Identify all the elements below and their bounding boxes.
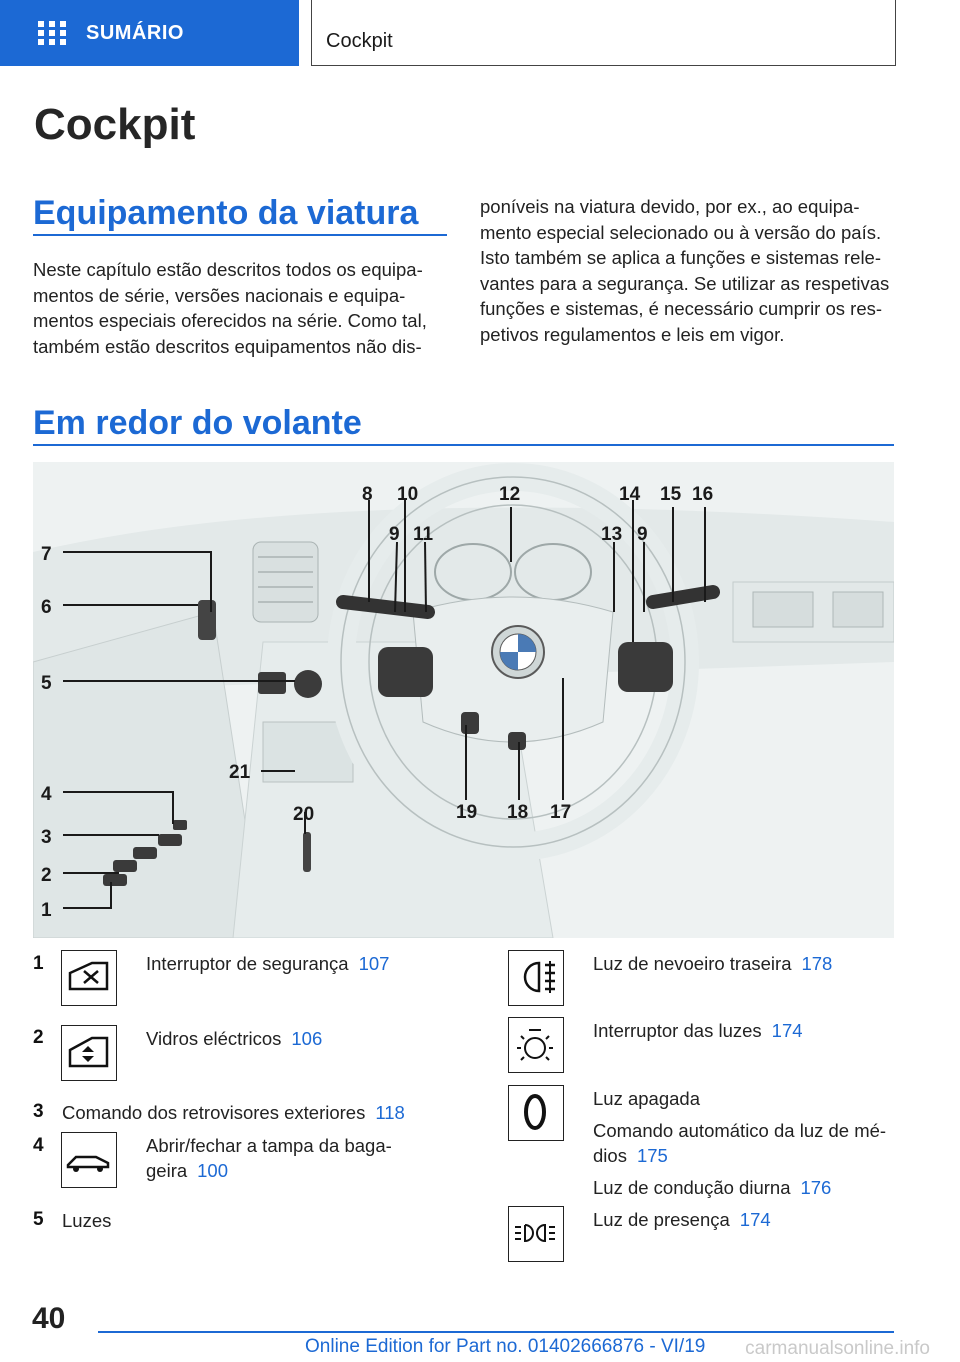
legend-text: Abrir/fechar a tampa da baga- xyxy=(146,1135,392,1156)
callout-16: 16 xyxy=(692,484,714,505)
text-line: também estão descritos equipamentos não dis- xyxy=(33,335,422,357)
lights-off-icon xyxy=(508,1085,564,1141)
page-reference-link[interactable]: 106 xyxy=(291,1028,323,1049)
page-reference-link[interactable]: 178 xyxy=(801,953,833,974)
legend-number: 4 xyxy=(33,1135,44,1156)
callout-4: 4 xyxy=(41,784,52,805)
text-line: Neste capítulo estão descritos todos os equipa- xyxy=(33,259,423,280)
callout-12: 12 xyxy=(499,484,521,505)
legend-text: Comando dos retrovisores exteriores xyxy=(62,1102,366,1123)
callout-13: 13 xyxy=(601,524,623,545)
page-reference-link[interactable]: 107 xyxy=(358,953,390,974)
page-reference-link[interactable]: 174 xyxy=(771,1020,803,1041)
breadcrumb[interactable]: Cockpit xyxy=(311,0,896,66)
legend-item-light-switch xyxy=(593,1018,803,1043)
section-rule xyxy=(33,444,894,446)
page-number: 40 xyxy=(32,1302,66,1335)
legend-text: dios xyxy=(593,1145,627,1166)
window-lock-icon xyxy=(61,950,117,1006)
legend-number: 5 xyxy=(33,1209,44,1230)
callout-15: 15 xyxy=(660,484,682,505)
cockpit-drawing xyxy=(33,462,894,938)
legend-text: Luz de presença xyxy=(593,1209,730,1230)
grid-menu-icon xyxy=(38,21,66,45)
page-reference-link[interactable]: 100 xyxy=(197,1160,229,1181)
footer-rule xyxy=(98,1331,894,1333)
text-line: mento especial selecionado ou à versão do país. xyxy=(480,221,882,243)
legend-number: 3 xyxy=(33,1101,44,1122)
page-reference-link[interactable]: 118 xyxy=(375,1102,405,1123)
callout-19: 19 xyxy=(456,802,478,823)
text-line: petivos regulamentos e leis em vigor. xyxy=(480,323,785,345)
text-line: poníveis na viatura devido, por ex., ao equipa- xyxy=(480,196,860,217)
callout-2: 2 xyxy=(41,865,52,886)
legend-text: Interruptor das luzes xyxy=(593,1020,762,1041)
watermark: carmanualsonline.info xyxy=(745,1338,930,1359)
legend-item-safety-switch xyxy=(146,951,389,976)
callout-11: 11 xyxy=(413,524,434,545)
legend-text: Luzes xyxy=(62,1210,112,1231)
legend-item-power-windows xyxy=(146,1026,322,1051)
callout-5: 5 xyxy=(41,673,52,694)
text-line: vantes para a segurança. Se utilizar as respetivas xyxy=(480,272,890,294)
callout-1: 1 xyxy=(41,900,52,921)
callout-7: 7 xyxy=(41,544,52,565)
text-line: mentos de série, versões nacionais e equipa- xyxy=(33,284,406,306)
callout-6: 6 xyxy=(41,597,52,618)
callout-14: 14 xyxy=(619,484,641,505)
callout-17: 17 xyxy=(550,802,572,823)
callout-20: 20 xyxy=(293,804,315,825)
callout-9-left: 9 xyxy=(389,524,400,545)
legend-text: Vidros eléctricos xyxy=(146,1028,282,1049)
callout-8: 8 xyxy=(362,484,373,505)
summary-button-label: SUMÁRIO xyxy=(86,21,184,44)
callout-9-right: 9 xyxy=(637,524,648,545)
tailgate-icon xyxy=(61,1132,117,1188)
light-switch-icon xyxy=(508,1017,564,1073)
page-reference-link[interactable]: 174 xyxy=(739,1209,771,1230)
legend-item-parking-light xyxy=(593,1207,771,1232)
section-heading-steering: Em redor do volante xyxy=(33,404,362,442)
legend-number: 2 xyxy=(33,1027,44,1048)
text-line: Isto também se aplica a funções e sistemas rele- xyxy=(480,247,882,268)
cockpit-illustration xyxy=(33,462,894,938)
callout-21: 21 xyxy=(229,762,251,783)
legend-text: Luz de nevoeiro traseira xyxy=(593,953,792,974)
parking-light-icon xyxy=(508,1206,564,1262)
legend-text: Interruptor de segurança xyxy=(146,953,349,974)
section-heading-equipment: Equipamento da viatura xyxy=(33,194,419,232)
legend-text: Luz de condução diurna xyxy=(593,1177,791,1198)
legend-item-rear-fog xyxy=(593,951,832,976)
legend-number: 1 xyxy=(33,953,44,974)
legend-item-lights xyxy=(62,1208,111,1233)
legend-item-tailgate xyxy=(146,1133,406,1183)
top-navigation xyxy=(0,0,960,66)
footer-edition: Online Edition for Part no. 01402666876 - VI/19 xyxy=(305,1336,706,1357)
section-rule xyxy=(33,234,447,236)
intro-column-2 xyxy=(480,194,900,347)
callout-18: 18 xyxy=(507,802,529,823)
page-title: Cockpit xyxy=(34,100,196,149)
legend-text: Comando automático da luz de mé- xyxy=(593,1120,887,1141)
callout-10: 10 xyxy=(397,484,419,505)
legend-text: Luz apagada xyxy=(593,1088,700,1109)
intro-column-1 xyxy=(33,257,453,359)
text-line: funções e sistemas, é necessário cumprir os res- xyxy=(480,298,883,319)
legend-item-lights-off xyxy=(593,1086,903,1200)
legend-item-mirrors xyxy=(62,1100,405,1125)
legend-text: geira xyxy=(146,1160,188,1181)
power-window-icon xyxy=(61,1025,117,1081)
callout-3: 3 xyxy=(41,827,52,848)
text-line: mentos especiais oferecidos na série. Como tal, xyxy=(33,310,427,331)
page-reference-link[interactable]: 176 xyxy=(800,1177,832,1198)
page-reference-link[interactable]: 175 xyxy=(636,1145,668,1166)
rear-fog-light-icon xyxy=(508,950,564,1006)
summary-button[interactable] xyxy=(0,0,299,66)
